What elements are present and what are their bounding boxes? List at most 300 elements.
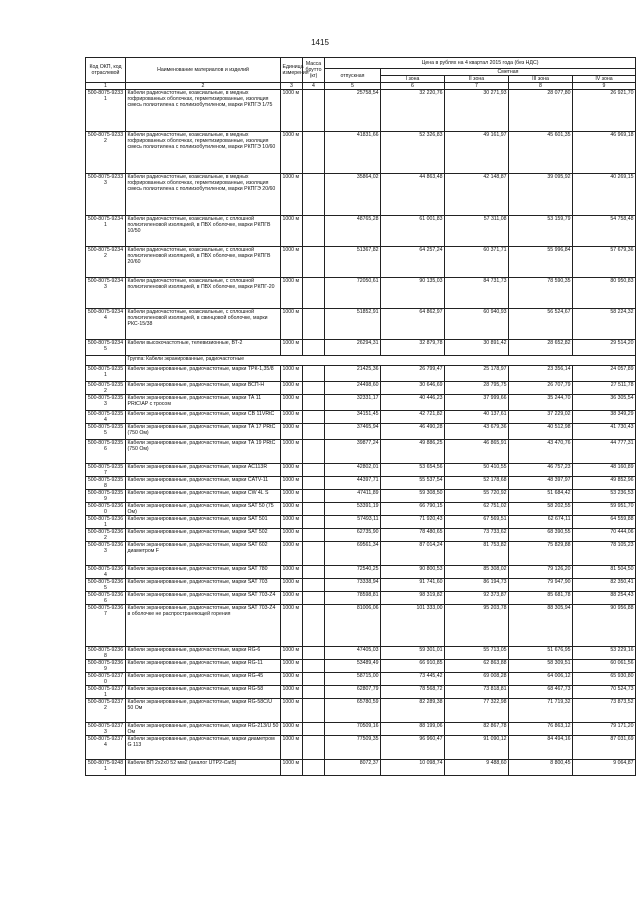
- item-unit: 1000 м: [281, 516, 303, 529]
- release-price: 77509,35: [325, 736, 381, 760]
- item-unit: 1000 м: [281, 592, 303, 605]
- item-code: 500-8075-92373: [86, 723, 126, 736]
- item-name: Кабели экранированные, радиочастотные, марки AC113R: [126, 464, 281, 477]
- table-row: [86, 760, 636, 776]
- item-code: 500-8075-92362: [86, 529, 126, 542]
- release-price: 81006,06: [325, 605, 381, 647]
- table-row: [86, 736, 636, 760]
- table-row: [86, 382, 636, 395]
- zone-1-price: 66 910,85: [381, 660, 445, 673]
- item-mass: [303, 660, 325, 673]
- item-code: 500-8075-92353: [86, 395, 126, 411]
- item-code: 500-8075-92368: [86, 647, 126, 660]
- table-row: [86, 566, 636, 579]
- item-name: Кабели экранированные, радиочастотные, марки ТА 11 PRtC\AP с тросом: [126, 395, 281, 411]
- zone-1-price: 59 308,50: [381, 490, 445, 503]
- item-mass: [303, 477, 325, 490]
- release-price: 21425,36: [325, 366, 381, 382]
- zone-2-price: 85 308,02: [445, 566, 509, 579]
- item-code: 500-8075-92366: [86, 592, 126, 605]
- header-code: Код ОКП, код отраслевой: [86, 58, 126, 83]
- zone-3-price: 84 494,16: [509, 736, 573, 760]
- release-price: 72540,25: [325, 566, 381, 579]
- header-mass: Масса брутто (кг): [303, 58, 325, 83]
- table-row: [86, 174, 636, 216]
- item-unit: 1000 м: [281, 566, 303, 579]
- zone-4-price: 46 969,18: [573, 132, 636, 174]
- item-name: Кабели экранированные, радиочастотные, марки ТА 19 PRtC (750 Ом): [126, 440, 281, 464]
- item-name: Кабели экранированные, радиочастотные, марки SAT 780: [126, 566, 281, 579]
- item-mass: [303, 673, 325, 686]
- zone-3-price: 37 229,02: [509, 411, 573, 424]
- item-mass: [303, 579, 325, 592]
- item-unit: 1000 м: [281, 605, 303, 647]
- table-row: [86, 278, 636, 309]
- zone-1-price: 30 646,69: [381, 382, 445, 395]
- zone-4-price: 70 524,73: [573, 686, 636, 699]
- item-name: Кабели экранированные, радиочастотные, марки SAT 703-Z4 в оболочке не распространяющей горения: [126, 605, 281, 647]
- zone-3-price: 56 524,67: [509, 309, 573, 340]
- table-row: [86, 592, 636, 605]
- zone-2-price: 77 322,98: [445, 699, 509, 723]
- item-name: Кабели экранированные, радиочастотные, марки SAT 50 (75 Ом): [126, 503, 281, 516]
- zone-3-price: 75 829,88: [509, 542, 573, 566]
- item-unit: 1000 м: [281, 647, 303, 660]
- item-code: 500-8075-92371: [86, 686, 126, 699]
- item-name: Кабели радиочастотные, коаксиальные, с сплошной полиэтиленовой изоляцией, в ПВХ оболочке, марки РКПГВ 10/50: [126, 216, 281, 247]
- item-unit: 1000 м: [281, 366, 303, 382]
- column-index: 6: [381, 83, 445, 90]
- zone-1-price: 44 863,48: [381, 174, 445, 216]
- item-unit: 1000 м: [281, 132, 303, 174]
- zone-1-price: 64 257,24: [381, 247, 445, 278]
- zone-4-price: 49 852,96: [573, 477, 636, 490]
- zone-1-price: 61 001,83: [381, 216, 445, 247]
- item-mass: [303, 686, 325, 699]
- zone-4-price: 27 511,78: [573, 382, 636, 395]
- header-zone-4: IV зона: [573, 76, 636, 83]
- release-price: 48765,28: [325, 216, 381, 247]
- item-code: 500-8075-92345: [86, 340, 126, 356]
- release-price: 26294,31: [325, 340, 381, 356]
- zone-2-price: 46 865,91: [445, 440, 509, 464]
- item-unit: 1000 м: [281, 411, 303, 424]
- release-price: 72050,61: [325, 278, 381, 309]
- zone-1-price: 88 199,06: [381, 723, 445, 736]
- item-name: Кабели экранированные, радиочастотные, марки диаметром G 113: [126, 736, 281, 760]
- item-name: Кабели экранированные, радиочастотные, марки ТРК-1,35/8: [126, 366, 281, 382]
- zone-1-price: 101 333,00: [381, 605, 445, 647]
- item-code: 500-8075-92356: [86, 440, 126, 464]
- item-mass: [303, 395, 325, 411]
- zone-2-price: 67 569,51: [445, 516, 509, 529]
- item-name: Кабели экранированные, радиочастотные, марки ТА 17 PRtC (750 Ом): [126, 424, 281, 440]
- item-name: Кабели экранированные, радиочастотные, марки RG-6: [126, 647, 281, 660]
- item-name: Кабели экранированные, радиочастотные, марки SAT 501: [126, 516, 281, 529]
- zone-4-price: 73 873,52: [573, 699, 636, 723]
- zone-2-price: 25 178,97: [445, 366, 509, 382]
- zone-1-price: 73 445,42: [381, 673, 445, 686]
- zone-1-price: 26 799,47: [381, 366, 445, 382]
- zone-3-price: 48 397,97: [509, 477, 573, 490]
- zone-2-price: 49 161,97: [445, 132, 509, 174]
- table-row: [86, 490, 636, 503]
- zone-3-price: 46 757,23: [509, 464, 573, 477]
- table-row: [86, 477, 636, 490]
- zone-2-price: 69 008,28: [445, 673, 509, 686]
- item-name: Кабели радиочастотные, коаксиальные, в медных гофрированных оболочках, герметизированные, изоляция смесь полиэтилена с полиизобутиленом, марки РКПГЭ 10/60: [126, 132, 281, 174]
- item-code: 500-8075-92360: [86, 503, 126, 516]
- release-price: 42802,01: [325, 464, 381, 477]
- zone-2-price: 28 795,75: [445, 382, 509, 395]
- zone-1-price: 59 301,01: [381, 647, 445, 660]
- zone-1-price: 87 014,24: [381, 542, 445, 566]
- header-estimate: Сметная: [381, 69, 636, 76]
- item-mass: [303, 174, 325, 216]
- table-row: [86, 516, 636, 529]
- zone-1-price: 46 490,28: [381, 424, 445, 440]
- item-unit: 1000 м: [281, 216, 303, 247]
- item-name: Кабели экранированные, радиочастотные, марки CB 11VRtC: [126, 411, 281, 424]
- item-name: Кабели радиочастотные, коаксиальные, с сплошной полиэтиленовой изоляцией, в свинцовой оболочке, марки РКС-15/38: [126, 309, 281, 340]
- zone-2-price: 84 731,73: [445, 278, 509, 309]
- item-code: 500-8075-92342: [86, 247, 126, 278]
- zone-4-price: 82 350,41: [573, 579, 636, 592]
- zone-2-price: 9 488,60: [445, 760, 509, 776]
- release-price: 62807,79: [325, 686, 381, 699]
- item-mass: [303, 503, 325, 516]
- item-code: 500-8075-92365: [86, 579, 126, 592]
- item-mass: [303, 424, 325, 440]
- zone-2-price: 60 371,71: [445, 247, 509, 278]
- zone-3-price: 23 356,14: [509, 366, 573, 382]
- release-price: 39877,24: [325, 440, 381, 464]
- item-name: Кабели экранированные, радиочастотные, марки SAT 602 диаметром F: [126, 542, 281, 566]
- item-code: 500-8075-92481: [86, 760, 126, 776]
- item-unit: 1000 м: [281, 686, 303, 699]
- item-code: 500-8075-92359: [86, 490, 126, 503]
- zone-1-price: 66 790,15: [381, 503, 445, 516]
- zone-2-price: 95 203,78: [445, 605, 509, 647]
- zone-1-price: 98 319,82: [381, 592, 445, 605]
- zone-1-price: 42 721,82: [381, 411, 445, 424]
- item-name: Кабели экранированные, радиочастотные, марки SAT 703-Z4: [126, 592, 281, 605]
- header-zone-3: III зона: [509, 76, 573, 83]
- zone-1-price: 32 879,78: [381, 340, 445, 356]
- table-row: [86, 132, 636, 174]
- item-code: 500-8075-92354: [86, 411, 126, 424]
- release-price: 34151,45: [325, 411, 381, 424]
- zone-4-price: 87 031,69: [573, 736, 636, 760]
- release-price: 24498,60: [325, 382, 381, 395]
- zone-4-price: 48 160,89: [573, 464, 636, 477]
- table-row: [86, 411, 636, 424]
- zone-4-price: 79 171,20: [573, 723, 636, 736]
- item-unit: 1000 м: [281, 424, 303, 440]
- zone-1-price: 32 220,76: [381, 90, 445, 132]
- item-code: 500-8075-92363: [86, 542, 126, 566]
- item-unit: 1000 м: [281, 309, 303, 340]
- zone-4-price: 53 229,16: [573, 647, 636, 660]
- zone-4-price: 90 956,88: [573, 605, 636, 647]
- header-zone-2: II зона: [445, 76, 509, 83]
- table-row: [86, 247, 636, 278]
- zone-3-price: 79 126,20: [509, 566, 573, 579]
- release-price: 69561,34: [325, 542, 381, 566]
- zone-2-price: 37 999,66: [445, 395, 509, 411]
- item-unit: 1000 м: [281, 490, 303, 503]
- item-unit: 1000 м: [281, 542, 303, 566]
- item-unit: 1000 м: [281, 440, 303, 464]
- item-code: 500-8075-92370: [86, 673, 126, 686]
- item-name: Кабели высокочастотные, телевизионные, ВТ-2: [126, 340, 281, 356]
- item-unit: 1000 м: [281, 760, 303, 776]
- zone-3-price: 55 996,84: [509, 247, 573, 278]
- zone-2-price: 62 751,02: [445, 503, 509, 516]
- release-price: 35864,02: [325, 174, 381, 216]
- zone-4-price: 53 236,53: [573, 490, 636, 503]
- item-unit: 1000 м: [281, 503, 303, 516]
- header-unit: Единица измерения: [281, 58, 303, 83]
- zone-4-price: 59 951,70: [573, 503, 636, 516]
- zone-2-price: 42 148,87: [445, 174, 509, 216]
- zone-3-price: 43 470,76: [509, 440, 573, 464]
- zone-4-price: 38 349,29: [573, 411, 636, 424]
- item-mass: [303, 542, 325, 566]
- price-table: [85, 57, 636, 776]
- zone-2-price: 73 818,81: [445, 686, 509, 699]
- item-mass: [303, 90, 325, 132]
- table-row: [86, 309, 636, 340]
- item-unit: 1000 м: [281, 278, 303, 309]
- item-code: 500-8075-92364: [86, 566, 126, 579]
- table-row: [86, 542, 636, 566]
- item-unit: 1000 м: [281, 395, 303, 411]
- zone-4-price: 26 921,70: [573, 90, 636, 132]
- item-mass: [303, 723, 325, 736]
- table-row: [86, 686, 636, 699]
- zone-2-price: 57 311,08: [445, 216, 509, 247]
- table-row: [86, 647, 636, 660]
- item-mass: [303, 411, 325, 424]
- release-price: 58715,00: [325, 673, 381, 686]
- item-mass: [303, 592, 325, 605]
- zone-3-price: 71 719,32: [509, 699, 573, 723]
- zone-2-price: 50 410,55: [445, 464, 509, 477]
- zone-4-price: 24 057,89: [573, 366, 636, 382]
- release-price: 73338,94: [325, 579, 381, 592]
- page-number: 1415: [311, 38, 329, 47]
- item-name: Кабели экранированные, радиочастотные, марки ВСП-Н: [126, 382, 281, 395]
- group-row: [86, 356, 636, 366]
- zone-4-price: 64 559,88: [573, 516, 636, 529]
- release-price: 44397,71: [325, 477, 381, 490]
- zone-3-price: 39 095,92: [509, 174, 573, 216]
- zone-1-price: 55 537,54: [381, 477, 445, 490]
- zone-1-price: 49 886,25: [381, 440, 445, 464]
- item-code: 500-8075-92351: [86, 366, 126, 382]
- zone-3-price: 76 863,12: [509, 723, 573, 736]
- zone-3-price: 8 800,45: [509, 760, 573, 776]
- table-row: [86, 605, 636, 647]
- item-mass: [303, 309, 325, 340]
- item-mass: [303, 605, 325, 647]
- item-code: 500-8075-92358: [86, 477, 126, 490]
- item-unit: 1000 м: [281, 699, 303, 723]
- item-code: 500-8075-92357: [86, 464, 126, 477]
- item-mass: [303, 340, 325, 356]
- table-row: [86, 660, 636, 673]
- table-row: [86, 529, 636, 542]
- column-index: 8: [509, 83, 573, 90]
- zone-2-price: 92 373,87: [445, 592, 509, 605]
- zone-1-price: 64 862,97: [381, 309, 445, 340]
- table-row: [86, 366, 636, 382]
- release-price: 78598,81: [325, 592, 381, 605]
- zone-3-price: 64 006,12: [509, 673, 573, 686]
- item-name: Кабели радиочастотные, коаксиальные, в медных гофрированных оболочках, герметизированные, изоляция смесь полиэтилена с полиизобутиленом, марки РКПГЭ 1/75: [126, 90, 281, 132]
- zone-3-price: 51 684,42: [509, 490, 573, 503]
- group-code-cell: [86, 356, 126, 366]
- table-row: [86, 464, 636, 477]
- zone-2-price: 91 090,12: [445, 736, 509, 760]
- zone-3-price: 58 309,51: [509, 660, 573, 673]
- item-mass: [303, 760, 325, 776]
- zone-4-price: 9 064,87: [573, 760, 636, 776]
- item-unit: 1000 м: [281, 174, 303, 216]
- zone-3-price: 28 077,80: [509, 90, 573, 132]
- item-code: 500-8075-92355: [86, 424, 126, 440]
- release-price: 70509,16: [325, 723, 381, 736]
- item-mass: [303, 529, 325, 542]
- release-price: 65780,59: [325, 699, 381, 723]
- group-name: Группа: Кабели экранированные, радиочастотные: [126, 356, 636, 366]
- table-row: [86, 90, 636, 132]
- item-unit: 1000 м: [281, 90, 303, 132]
- zone-1-price: 91 741,60: [381, 579, 445, 592]
- item-code: 500-8075-92367: [86, 605, 126, 647]
- item-mass: [303, 699, 325, 723]
- item-name: Кабели экранированные, радиочастотные, марки RG-213/U 50 Ом: [126, 723, 281, 736]
- zone-3-price: 78 590,35: [509, 278, 573, 309]
- item-unit: 1000 м: [281, 464, 303, 477]
- column-index: 2: [126, 83, 281, 90]
- item-name: Кабели экранированные, радиочастотные, марки CATV-11: [126, 477, 281, 490]
- zone-3-price: 68 467,73: [509, 686, 573, 699]
- zone-2-price: 81 753,82: [445, 542, 509, 566]
- zone-4-price: 70 444,06: [573, 529, 636, 542]
- zone-3-price: 62 674,11: [509, 516, 573, 529]
- column-index: 4: [303, 83, 325, 90]
- item-mass: [303, 490, 325, 503]
- table-row: [86, 395, 636, 411]
- item-mass: [303, 440, 325, 464]
- item-mass: [303, 566, 325, 579]
- item-unit: 1000 м: [281, 723, 303, 736]
- zone-1-price: 40 446,23: [381, 395, 445, 411]
- item-code: 500-8075-92341: [86, 216, 126, 247]
- item-mass: [303, 464, 325, 477]
- release-price: 8072,37: [325, 760, 381, 776]
- release-price: 41831,66: [325, 132, 381, 174]
- item-name: Кабели ВП 2х2х0 52 мм2 (аналог UTP2-Cat5): [126, 760, 281, 776]
- item-name: Кабели радиочастотные, коаксиальные, с сплошной полиэтиленовой изоляцией, в ПВХ оболочке, марки РКПГВ 20/60: [126, 247, 281, 278]
- item-mass: [303, 216, 325, 247]
- item-code: 500-8075-92331: [86, 90, 126, 132]
- table-row: [86, 673, 636, 686]
- item-name: Кабели экранированные, радиочастотные, марки RG-11: [126, 660, 281, 673]
- zone-1-price: 53 654,56: [381, 464, 445, 477]
- header-name: Наименование материалов и изделий: [126, 58, 281, 83]
- zone-2-price: 60 940,93: [445, 309, 509, 340]
- item-unit: 1000 м: [281, 579, 303, 592]
- release-price: 25758,54: [325, 90, 381, 132]
- item-mass: [303, 736, 325, 760]
- item-name: Кабели радиочастотные, коаксиальные, с сплошной полиэтиленовой изоляцией, в ПВХ оболочке, марки РКПГ-20: [126, 278, 281, 309]
- item-mass: [303, 647, 325, 660]
- item-code: 500-8075-92372: [86, 699, 126, 723]
- release-price: 51852,91: [325, 309, 381, 340]
- table-row: [86, 216, 636, 247]
- item-unit: 1000 м: [281, 247, 303, 278]
- zone-4-price: 29 514,20: [573, 340, 636, 356]
- release-price: 47411,89: [325, 490, 381, 503]
- zone-1-price: 82 289,38: [381, 699, 445, 723]
- table-row: [86, 579, 636, 592]
- zone-3-price: 45 601,35: [509, 132, 573, 174]
- zone-2-price: 86 194,73: [445, 579, 509, 592]
- zone-4-price: 54 758,48: [573, 216, 636, 247]
- zone-3-price: 26 707,79: [509, 382, 573, 395]
- item-name: Кабели экранированные, радиочастотные, марки RG-58: [126, 686, 281, 699]
- item-unit: 1000 м: [281, 673, 303, 686]
- item-code: 500-8075-92369: [86, 660, 126, 673]
- item-code: 500-8075-92344: [86, 309, 126, 340]
- zone-1-price: 52 326,83: [381, 132, 445, 174]
- item-code: 500-8075-92352: [86, 382, 126, 395]
- table-row: [86, 424, 636, 440]
- zone-1-price: 90 800,53: [381, 566, 445, 579]
- item-code: 500-8075-92333: [86, 174, 126, 216]
- header-price-caption: Цена в рублях на 4 квартал 2015 года (без НДС): [325, 58, 636, 69]
- zone-2-price: 43 679,36: [445, 424, 509, 440]
- zone-1-price: 90 135,03: [381, 278, 445, 309]
- zone-3-price: 85 681,78: [509, 592, 573, 605]
- zone-2-price: 82 867,78: [445, 723, 509, 736]
- table-row: [86, 440, 636, 464]
- release-price: 62735,90: [325, 529, 381, 542]
- item-mass: [303, 247, 325, 278]
- zone-2-price: 30 891,42: [445, 340, 509, 356]
- zone-1-price: 10 098,74: [381, 760, 445, 776]
- zone-1-price: 78 480,65: [381, 529, 445, 542]
- column-index-row: [86, 83, 636, 90]
- zone-1-price: 71 920,43: [381, 516, 445, 529]
- zone-4-price: 88 254,43: [573, 592, 636, 605]
- table-row: [86, 723, 636, 736]
- item-mass: [303, 382, 325, 395]
- zone-4-price: 65 930,80: [573, 673, 636, 686]
- zone-1-price: 78 568,72: [381, 686, 445, 699]
- zone-4-price: 58 224,32: [573, 309, 636, 340]
- zone-4-price: 36 305,54: [573, 395, 636, 411]
- column-index: 1: [86, 83, 126, 90]
- zone-2-price: 55 713,05: [445, 647, 509, 660]
- item-mass: [303, 516, 325, 529]
- item-unit: 1000 м: [281, 382, 303, 395]
- item-name: Кабели экранированные, радиочастотные, марки SAT 703: [126, 579, 281, 592]
- zone-2-price: 55 720,92: [445, 490, 509, 503]
